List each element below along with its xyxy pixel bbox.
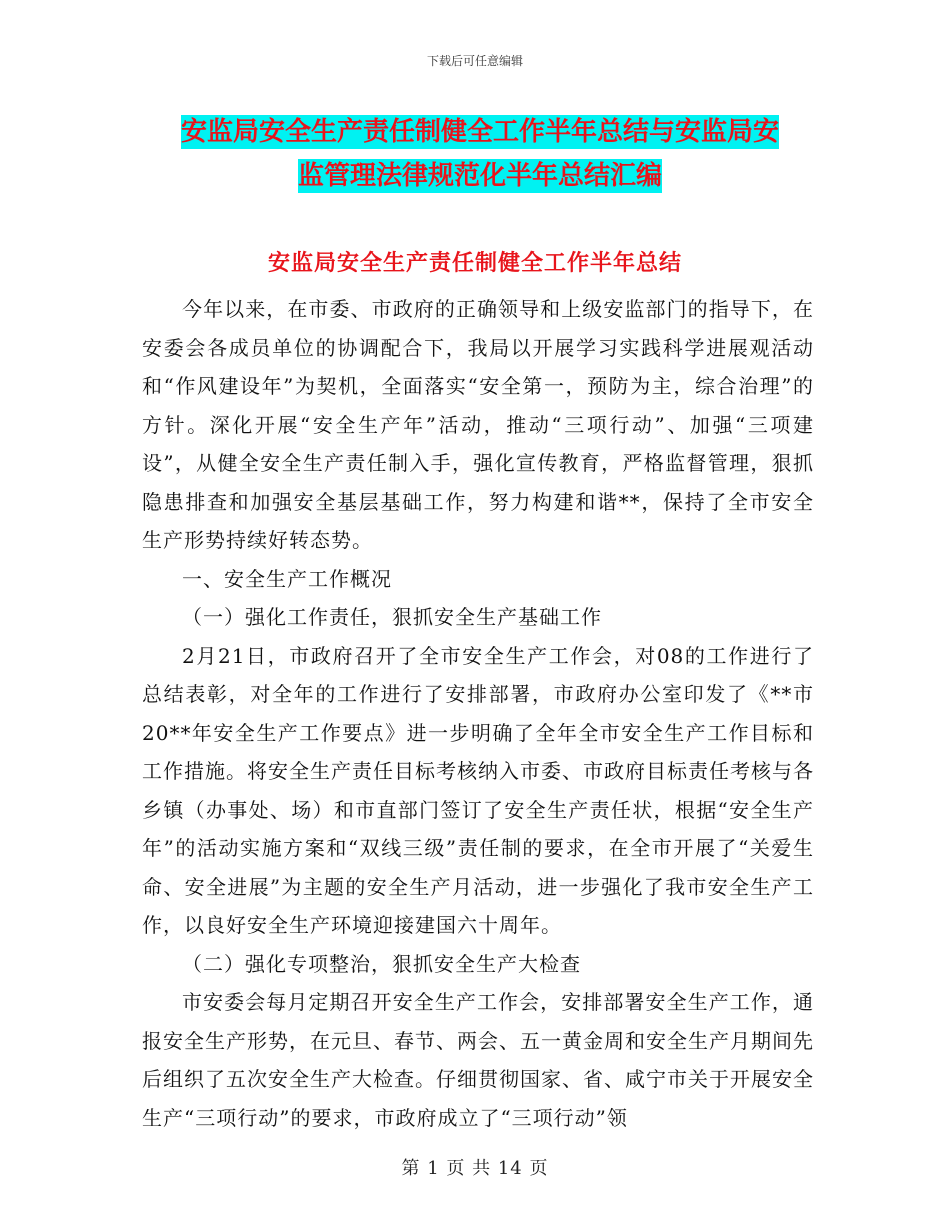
document-title-line1: 安监局安全生产责任制健全工作半年总结与安监局安 [180,117,779,147]
subsection-heading: （二）强化专项整治，狠抓安全生产大检查 [182,951,581,976]
header-note: 下载后可任意编辑 [426,54,523,68]
section-heading: 一、安全生产工作概况 [182,566,392,591]
paragraph: 2月21日，市政府召开了全市安全生产工作会，对08的工作进行了总结表彰，对全年的工作进行了安排部署，市政府办公室印发了《**市20**年安全生产工作要点》进一步明确了全年全市安全生产工作目标和工作措施。将安全生产责任目标考核纳入市委、市政府目标责任考核与各乡镇（办事处、场）和市直部门签订了安全生产责任状，根据“安全生产年”的活动实施方案和“双线三级”责任制的要求，在全市开展了“关爱生命、安全进展”为主题的安全生产月活动，进一步强化了我市安全生产工作，以良好安全生产环境迎接建国六十周年。 [142,643,814,937]
subsection-heading: （一）强化工作责任，狠抓安全生产基础工作 [182,605,602,629]
section-title: 安监局安全生产责任制健全工作半年总结 [267,251,682,276]
document-title [140,110,820,198]
page-footer: 第 1 页 共 14 页 [401,1158,549,1179]
body-text [142,290,814,1137]
paragraph: 市安委会每月定期召开安全生产工作会，安排部署安全生产工作，通报安全生产形势，在元旦、春节、两会、五一黄金周和安全生产月期间先后组织了五次安全生产大检查。仔细贯彻国家、省、咸宁市关于开展安全生产“三项行动”的要求，市政府成立了“三项行动”领 [142,990,814,1130]
document-title-line2: 监管理法律规范化半年总结汇编 [297,161,662,191]
paragraph: 今年以来，在市委、市政府的正确领导和上级安监部门的指导下，在安委会各成员单位的协调配合下，我局以开展学习实践科学进展观活动和“作风建设年”为契机，全面落实“安全第一，预防为主，综合治理”的方针。深化开展“安全生产年”活动，推动“三项行动”、加强“三项建设”，从健全安全生产责任制入手，强化宣传教育，严格监督管理，狠抓隐患排查和加强安全基层基础工作，努力构建和谐**，保持了全市安全生产形势持续好转态势。 [142,297,814,552]
